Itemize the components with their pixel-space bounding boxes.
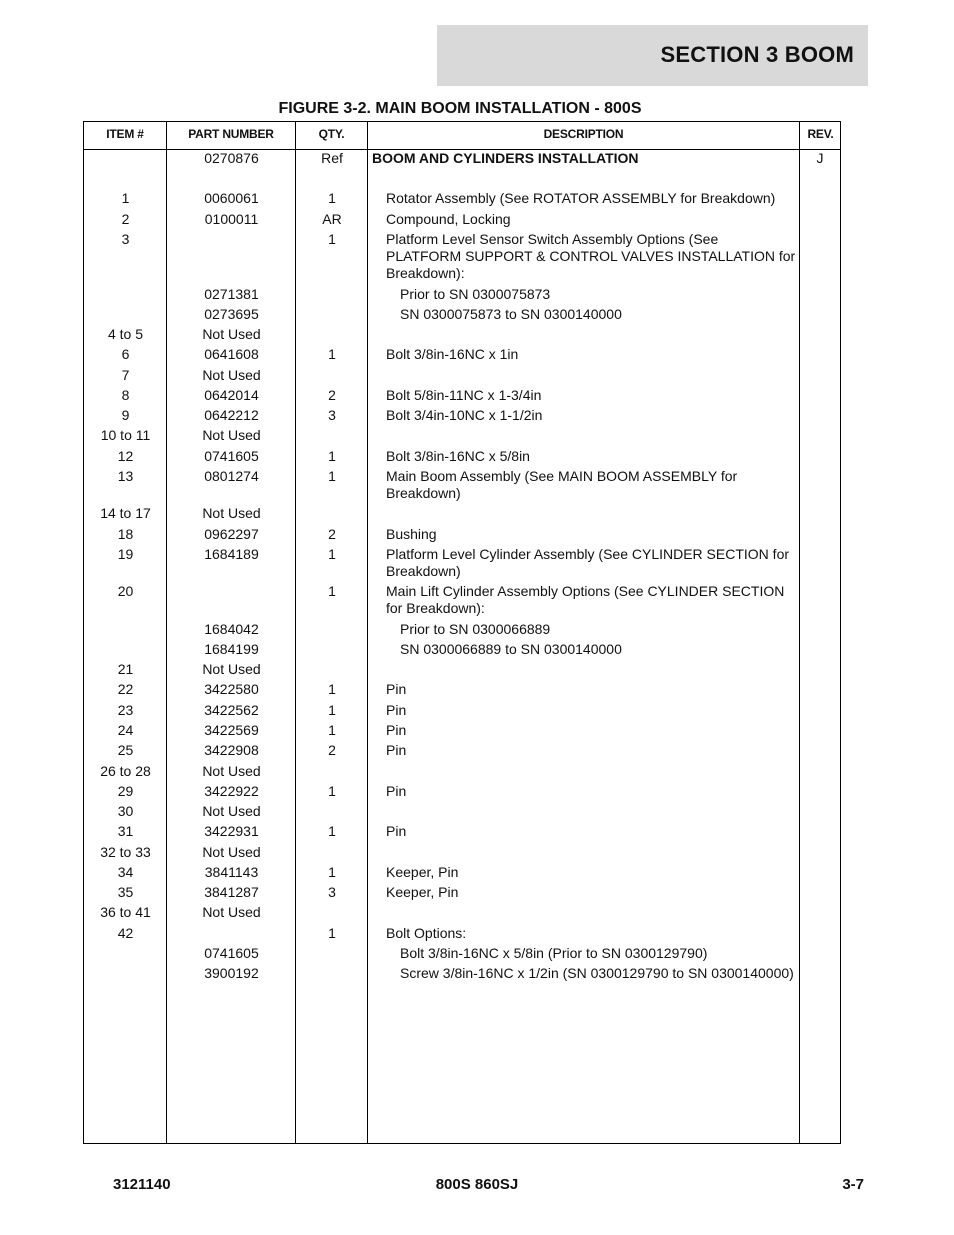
cell-qty: 2 [328,386,336,403]
cell-part-number: 0273695 [204,305,259,322]
cell-description: SN 0300075873 to SN 0300140000 [400,305,622,322]
cell-part-number: Not Used [202,366,261,383]
cell-description: Rotator Assembly (See ROTATOR ASSEMBLY for Breakdown) [386,189,776,206]
cell-qty: 1 [328,230,336,247]
header-qty: QTY. [318,127,345,141]
cell-description: Main Boom Assembly (See MAIN BOOM ASSEMBLY for Breakdown) [386,467,738,501]
cell-part-number: Not Used [202,802,261,819]
cell-item: 7 [121,366,130,383]
cell-description: SN 0300066889 to SN 0300140000 [400,640,622,657]
figure-title: FIGURE 3-2. MAIN BOOM INSTALLATION - 800S [278,100,642,117]
cell-description: Pin [386,741,407,758]
cell-part-number: 1684199 [204,640,259,657]
cell-item: 13 [117,467,134,484]
cell-description: Bolt 3/8in-16NC x 5/8in (Prior to SN 0300129790) [400,944,708,961]
cell-qty: 1 [328,680,336,697]
cell-description: Bolt 3/8in-16NC x 1in [386,345,519,362]
cell-qty: AR [322,210,342,227]
cell-qty: 1 [328,782,336,799]
cell-description: Compound, Locking [386,210,511,227]
cell-description: Main Lift Cylinder Assembly Options (See CYLINDER SECTION for Breakdown): [386,582,785,616]
cell-part-number: Not Used [202,762,261,779]
cell-description: Pin [386,822,407,839]
cell-qty: 2 [328,741,336,758]
cell-part-number: 3422922 [204,782,259,799]
cell-item: 24 [117,721,134,738]
cell-part-number: Not Used [202,843,261,860]
cell-description: Bolt Options: [386,924,467,941]
cell-item: 31 [117,822,134,839]
cell-part-number: 3422580 [204,680,259,697]
cell-item: 32 to 33 [100,843,151,860]
cell-part-number: Not Used [202,325,261,342]
cell-description: Pin [386,680,407,697]
cell-qty: 1 [328,701,336,718]
cell-item: 6 [121,345,130,362]
cell-part-number: 0271381 [204,285,259,302]
cell-part-number: Not Used [202,426,261,443]
cell-qty: 1 [328,582,336,599]
cell-item: 42 [117,924,134,941]
cell-item: 22 [117,680,134,697]
cell-part-number: 3422562 [204,701,259,718]
parts-table [83,121,841,1144]
cell-part-number: Not Used [202,660,261,677]
cell-part-number: 0642014 [204,386,259,403]
header-description: DESCRIPTION [543,127,624,141]
cell-part-number: 3422569 [204,721,259,738]
cell-part-number: 1684189 [204,545,259,562]
cell-item: 4 to 5 [107,325,144,342]
column-divider [367,122,368,1143]
cell-item: 34 [117,863,134,880]
cell-part-number: 0642212 [204,406,259,423]
cell-qty: 1 [328,467,336,484]
cell-part-number: 3422908 [204,741,259,758]
section-banner [437,25,868,86]
cell-description: Prior to SN 0300066889 [400,620,551,637]
cell-qty: 1 [328,924,336,941]
cell-part-number: Not Used [202,903,261,920]
cell-item: 10 to 11 [100,426,151,443]
cell-part-number: 3422931 [204,822,259,839]
cell-part-number: 0100011 [204,210,259,227]
cell-item: 23 [117,701,134,718]
header-item: ITEM # [106,127,144,141]
cell-part-number: 1684042 [204,620,259,637]
header-part-number: PART NUMBER [188,127,274,141]
cell-item: 20 [117,582,134,599]
cell-part-number: 0270876 [204,149,259,166]
cell-description: Bolt 3/8in-16NC x 5/8in [386,447,530,464]
cell-item: 36 to 41 [100,903,151,920]
cell-description: Platform Level Cylinder Assembly (See CYLINDER SECTION for Breakdown) [386,545,790,579]
cell-part-number: 0741605 [204,447,259,464]
cell-description: Prior to SN 0300075873 [400,285,551,302]
cell-item: 26 to 28 [100,762,151,779]
cell-item: 18 [117,525,134,542]
cell-part-number: 0801274 [204,467,259,484]
cell-description: Screw 3/8in-16NC x 1/2in (SN 0300129790 to SN 0300140000) [400,964,794,981]
cell-qty: 3 [328,406,336,423]
cell-qty: Ref [321,149,343,166]
cell-part-number: 3841287 [204,883,259,900]
cell-item: 3 [121,230,130,247]
cell-description: Keeper, Pin [386,863,459,880]
cell-part-number: 0060061 [204,189,259,206]
cell-item: 21 [117,660,134,677]
cell-part-number: Not Used [202,504,261,521]
cell-description: Platform Level Sensor Switch Assembly Options (See PLATFORM SUPPORT & CONTROL VALVES INSTALLATION for Breakdown): [386,230,796,281]
header-rev: REV. [807,127,834,141]
cell-description: Bolt 5/8in-11NC x 1-3/4in [386,386,542,403]
cell-part-number: 0641608 [204,345,259,362]
cell-qty: 3 [328,883,336,900]
cell-description: Pin [386,721,407,738]
cell-item: 1 [121,189,130,206]
cell-qty: 1 [328,721,336,738]
cell-item: 19 [117,545,134,562]
cell-qty: 1 [328,345,336,362]
cell-description: Bolt 3/4in-10NC x 1-1/2in [386,406,543,423]
cell-part-number: 3900192 [204,964,259,981]
cell-item: 12 [117,447,134,464]
section-title: SECTION 3 BOOM [660,42,854,67]
footer-model: 800S 860SJ [435,1176,519,1193]
cell-item: 30 [117,802,134,819]
cell-qty: 1 [328,822,336,839]
cell-item: 2 [121,210,130,227]
cell-description: Bushing [386,525,437,542]
cell-qty: 1 [328,863,336,880]
cell-item: 35 [117,883,134,900]
footer-page-number: 3-7 [842,1176,864,1193]
cell-item: 8 [121,386,130,403]
cell-qty: 1 [328,189,336,206]
cell-qty: 1 [328,545,336,562]
cell-description: Keeper, Pin [386,883,459,900]
cell-item: 14 to 17 [100,504,151,521]
cell-item: 9 [121,406,130,423]
cell-rev: J [816,149,824,166]
cell-description: BOOM AND CYLINDERS INSTALLATION [372,149,639,166]
cell-part-number: 0741605 [204,944,259,961]
cell-qty: 2 [328,525,336,542]
cell-part-number: 0962297 [204,525,259,542]
cell-description: Pin [386,782,407,799]
cell-part-number: 3841143 [204,863,259,880]
cell-qty: 1 [328,447,336,464]
cell-item: 29 [117,782,134,799]
cell-item: 25 [117,741,134,758]
cell-description: Pin [386,701,407,718]
footer-doc-number: 3121140 [113,1176,171,1193]
